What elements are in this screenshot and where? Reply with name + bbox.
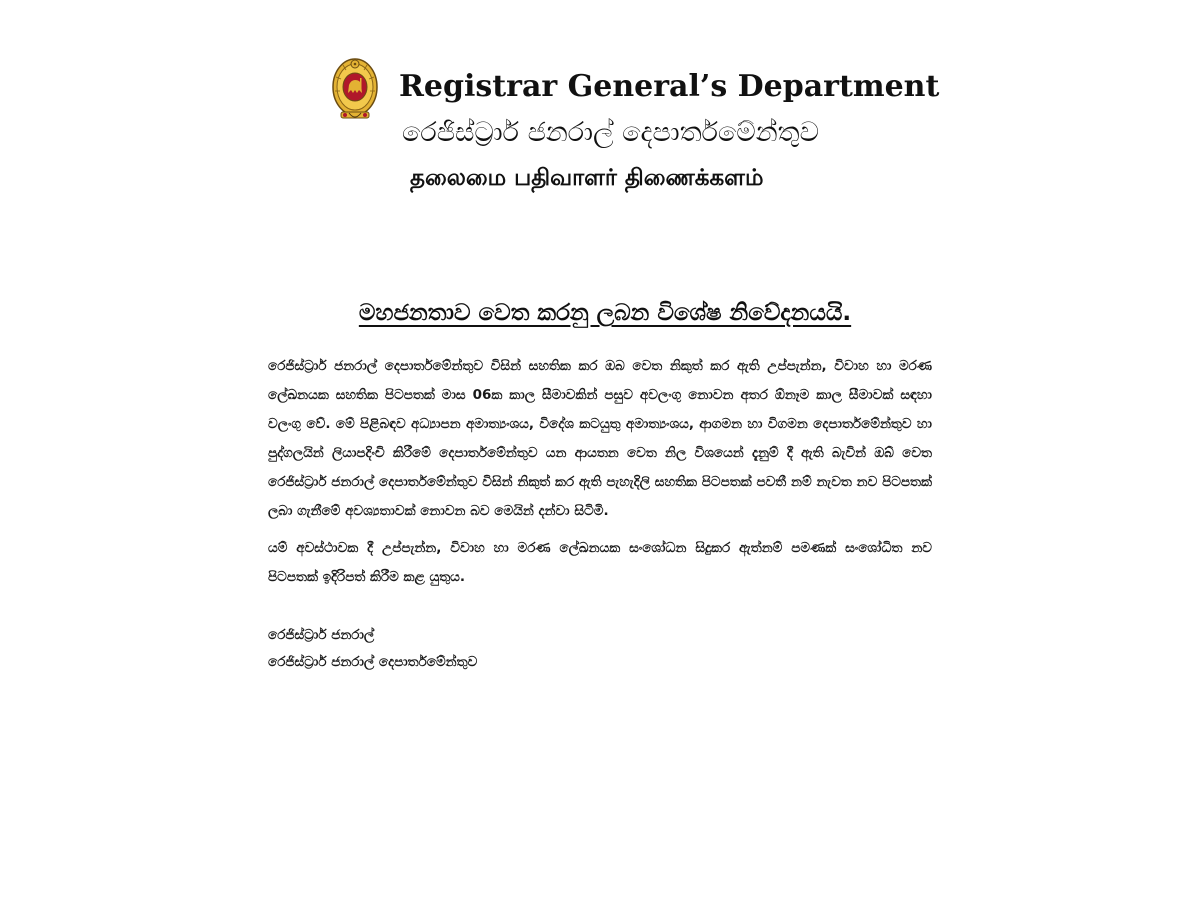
- department-title-english: Registrar General’s Department: [399, 69, 940, 104]
- signature-department: රෙජිස්ට්‍රාර් ජනරාල් දෙපාර්තමේන්තුව: [268, 654, 478, 670]
- signature-title: රෙජිස්ට්‍රාර් ජනරාල්: [268, 627, 375, 643]
- notice-title: මහජනතාව වෙත කරනු ලබන විශේෂ නිවේදනයයි.: [358, 300, 852, 326]
- department-title-sinhala: රෙජිස්ට්‍රාර් ජනරාල් දෙපාර්තමේන්තුව: [402, 117, 819, 148]
- notice-paragraph-2: යම් අවස්ථාවක දී උප්පැන්න, විවාහ හා මරණ ලේඛනයක සංශෝධන සිදුකර ඇත්නම් පමණක් සංශෝධිත නව පිටපතක් ඉදිරිපත් කිරීම කළ යුතුය.: [268, 540, 932, 585]
- letterhead: [0, 55, 1200, 205]
- notice-paragraph-1: රෙජිස්ට්‍රාර් ජනරාල් දෙපාර්තමේන්තුව විසින් සහතික කර ඔබ වෙත නිකුත් කර ඇති උප්පැන්න, විවාහ හා මරණ ලේඛනයක සහතික පිටපතක් මාස 06ක කාල සීමාවකින් පසුව අවලංගු නොවන අතර ඕනෑම කාල සීමාවක් සඳහා වලංගු වේ. මේ පිළිබඳව අධ්‍යාපන අමාත්‍යංශය, විදේශ කටයුතු අමාත්‍යංශය, ආගමන හා විගමන දෙපාර්තමේන්තුව හා පුද්ගලයින් ලියාපදිංචි කිරීමේ දෙපාර්තමේන්තුව යන ආයතන වෙත නිල විශයෙන් දැනුම් දී ඇති බැවින් ඔබ් වෙත රෙජිස්ට්‍රාර් ජනරාල් දෙපාර්තමේන්තුව විසින් නිකුත් කර ඇති පැහැදිලි සහතික පිටපතක් පවතී නම් නැවත නව පිටපතක් ලබා ගැනීමේ අවශ්‍යතාවක් නොවන බව මෙයින් දන්වා සිටිමි.: [268, 358, 932, 519]
- sri-lanka-emblem-icon: [331, 57, 379, 123]
- department-title-tamil: தலைமை பதிவாளர் திணைக்களம்: [410, 165, 764, 191]
- signature-block: [268, 622, 932, 676]
- public-notice: [268, 300, 932, 676]
